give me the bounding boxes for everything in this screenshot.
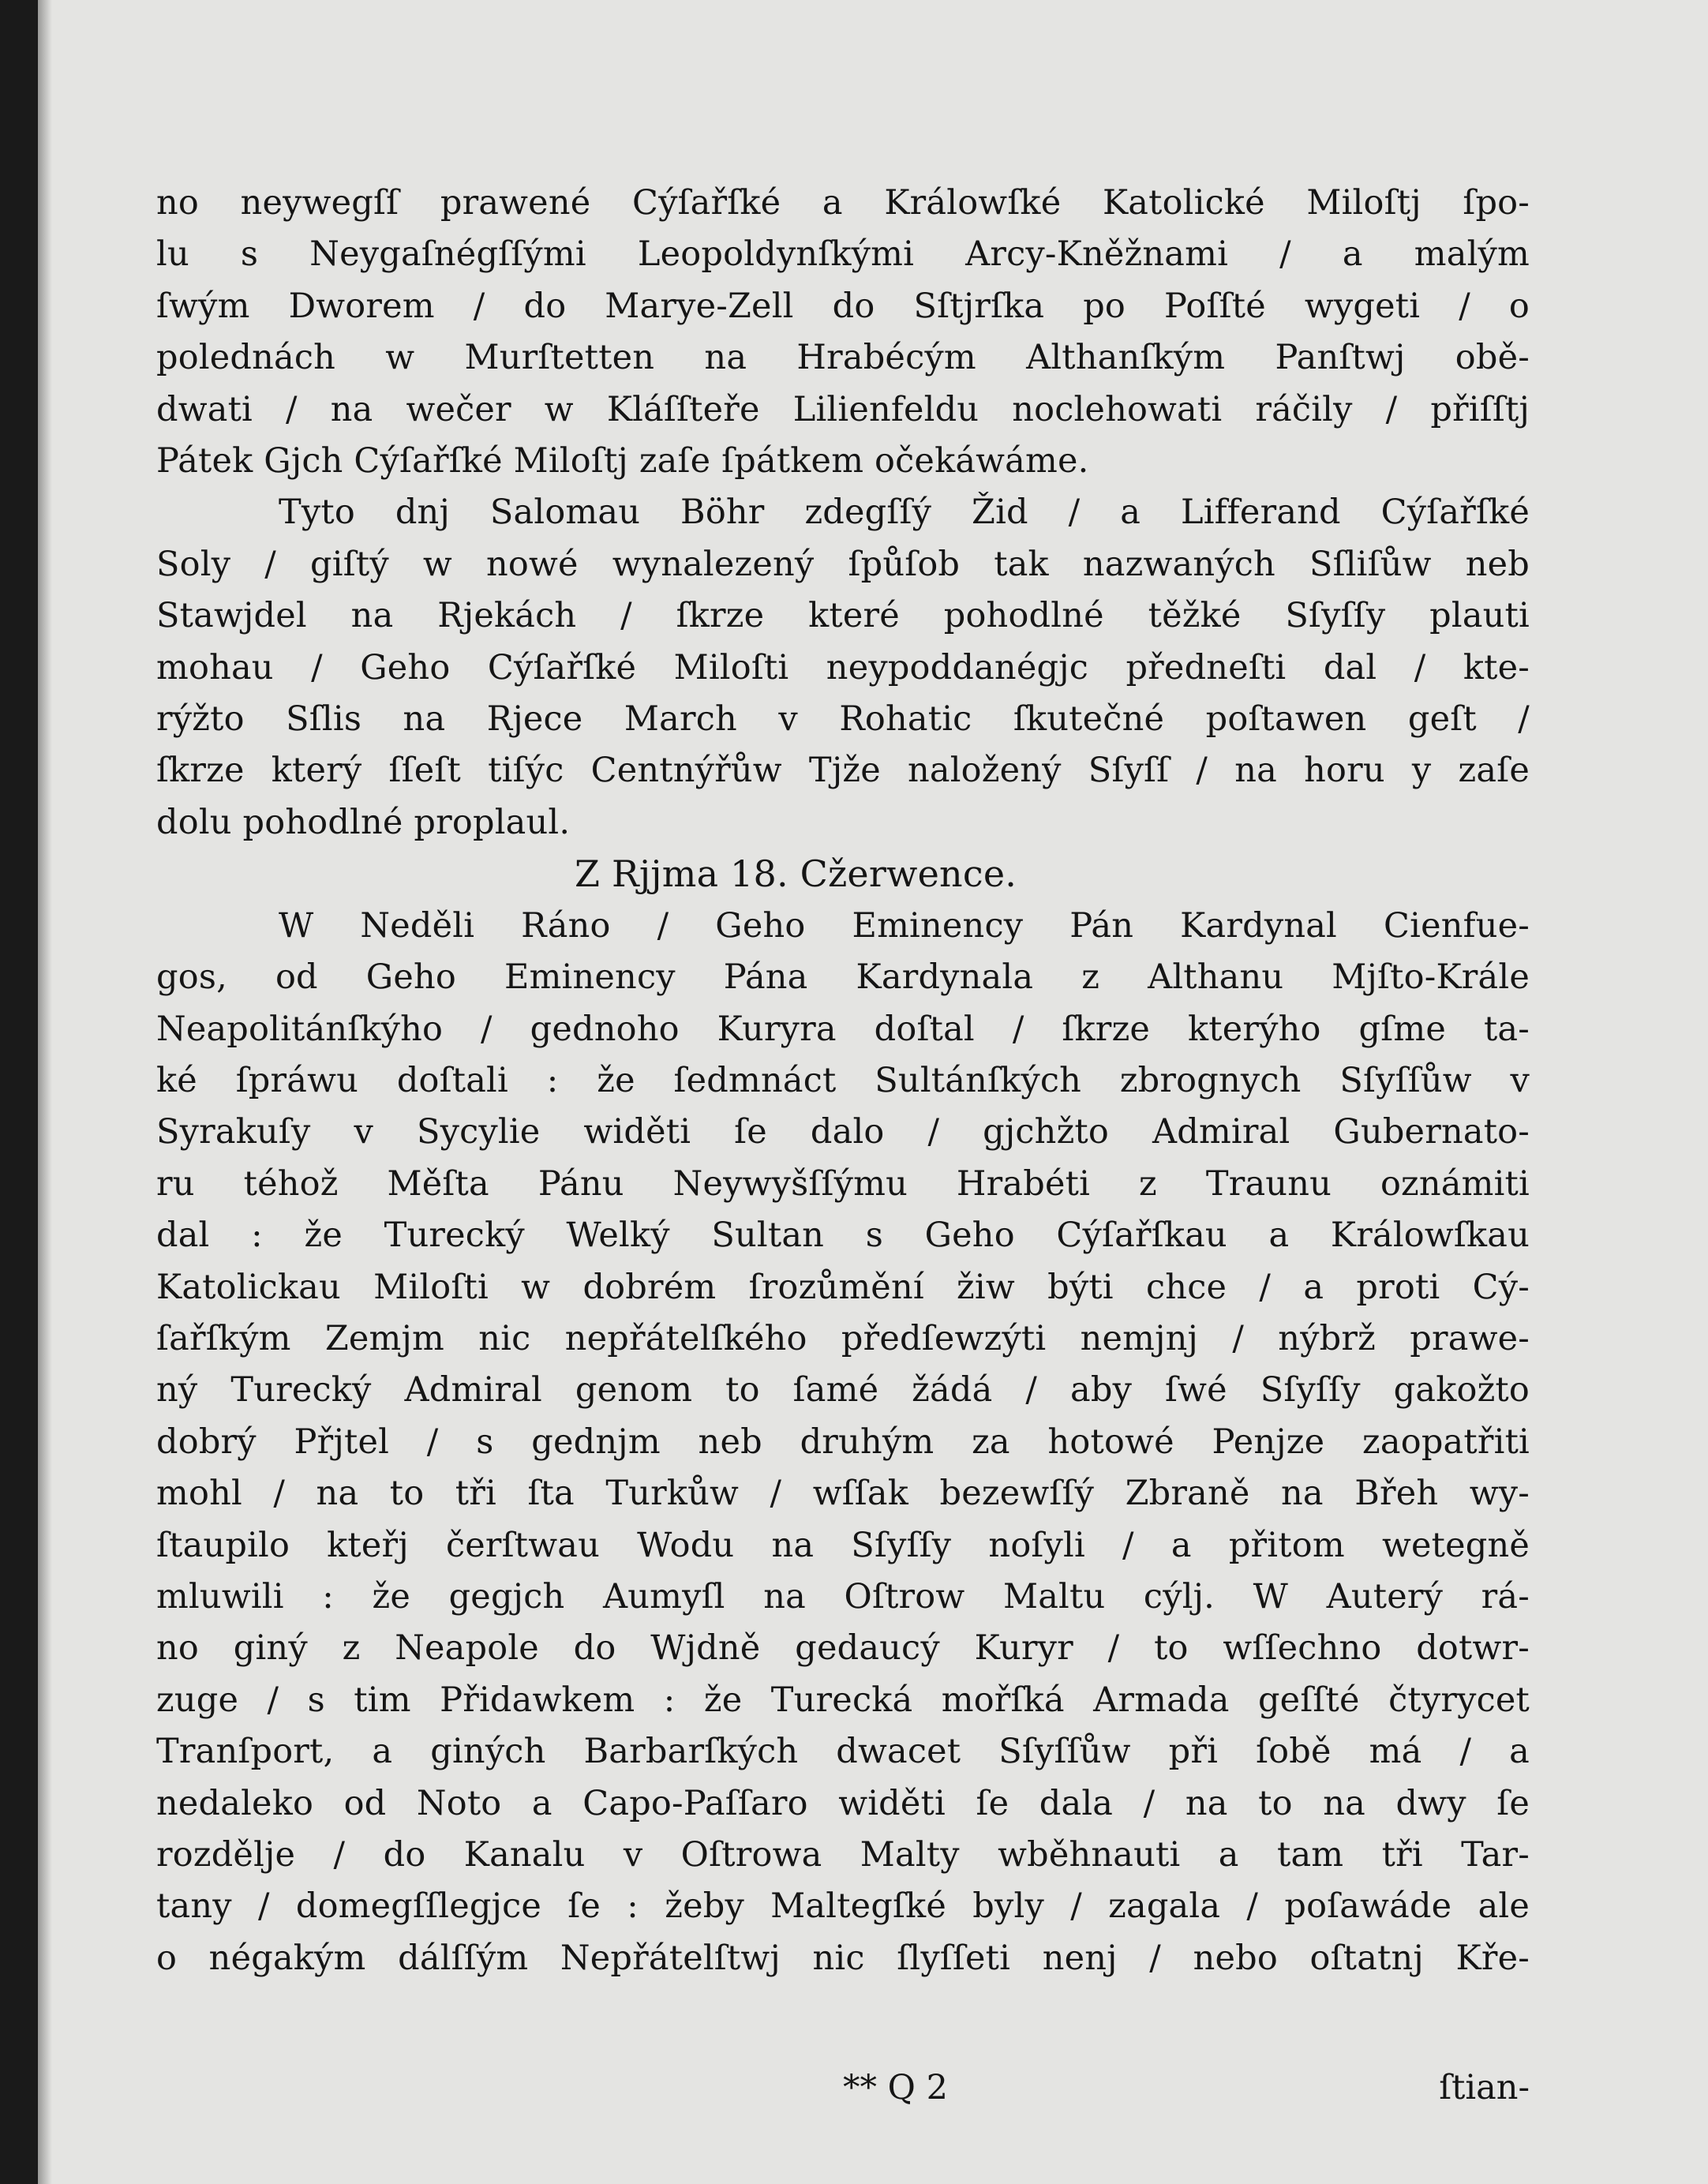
text-line: dal : že Turecký Welký Sultan s Geho Cýſařſkau a Králowſkau — [156, 1216, 1530, 1256]
document-page — [38, 0, 1708, 2184]
text-line: W Neděli Ráno / Geho Eminency Pán Kardynal Cienfue- — [279, 905, 1530, 946]
text-line: nedaleko od Noto a Capo-Paſſaro widěti ſe dala / na to na dwy ſe — [156, 1783, 1530, 1823]
signature-mark: ** Q 2 — [843, 2068, 948, 2107]
binding-shadow — [38, 0, 52, 2184]
text-line: rozdělje / do Kanalu v Oſtrowa Malty wběhnauti a tam tři Tar- — [156, 1835, 1530, 1875]
text-line: gos, od Geho Eminency Pána Kardynala z Althanu Mjſto-Krále — [156, 957, 1530, 998]
text-line: dolu pohodlné proplaul. — [156, 802, 571, 842]
text-line: no giný z Neapole do Wjdně gedaucý Kuryr / to wſſechno dotwr- — [156, 1628, 1530, 1669]
page-footer — [156, 2068, 1530, 2123]
text-line: zuge / s tim Přidawkem : že Turecká mořſká Armada geſſté čtyrycet — [156, 1680, 1530, 1720]
text-line: Syrakuſy v Sycylie widěti ſe dalo / gjchžto Admiral Gubernato- — [156, 1112, 1530, 1152]
text-line: dwati / na wečer w Kláſſteře Lilienfeldu noclehowati ráčily / přiſſtj — [156, 389, 1530, 429]
catchword: ſtian- — [1439, 2068, 1530, 2107]
text-line: ſtaupilo kteřj čerſtwau Wodu na Sſyſſy noſyli / a přitom wetegně — [156, 1525, 1530, 1565]
text-line: no neywegſſ prawené Cýſařſké a Králowſké Katolické Miloſtj ſpo- — [156, 183, 1530, 223]
section-heading: Z Rjjma 18. Cžerwence. — [575, 852, 1017, 896]
text-line: Katolickau Miloſti w dobrém ſrozůmění žiw býti chce / a proti Cý- — [156, 1267, 1530, 1307]
text-line: Tyto dnj Salomau Böhr zdegſſý Žid / a Lifferand Cýſařſké — [279, 493, 1530, 533]
text-line: polednách w Murſtetten na Hrabécým Althanſkým Panſtwj obě- — [156, 338, 1530, 378]
text-line: ný Turecký Admiral genom to ſamé žádá / aby ſwé Sſyſſy gakožto — [156, 1370, 1530, 1410]
text-line: ru téhož Měſta Pánu Neywyšſſýmu Hrabéti z Traunu oznámiti — [156, 1163, 1530, 1204]
text-line: mohl / na to tři ſta Turkůw / wſſak bezewſſý Zbraně na Břeh wy- — [156, 1474, 1530, 1514]
text-line: ſwým Dworem / do Marye-Zell do Sſtjrſka po Poſſté wygeti / o — [156, 286, 1530, 326]
text-line: o négakým dálſſým Nepřátelſtwj nic ſlyſſeti nenj / nebo oſtatnj Kře- — [156, 1938, 1530, 1978]
text-line: lu s Neygaſnégſſými Leopoldynſkými Arcy-Kněžnami / a malým — [156, 234, 1530, 275]
text-line: rýžto Sſlis na Rjece March v Rohatic ſkutečné poſtawen geſt / — [156, 699, 1530, 740]
text-line: ſkrze který ſſeſt tiſýc Centnýřůw Tjže naložený Sſyſſ / na horu y zaſe — [156, 751, 1530, 791]
text-line: Tranſport, a giných Barbarſkých dwacet Sſyſſůw při ſobě má / a — [156, 1732, 1530, 1772]
text-line: ké ſpráwu doſtali : že ſedmnáct Sultánſkých zbrognych Sſyſſůw v — [156, 1060, 1530, 1100]
text-line: Stawjdel na Rjekách / ſkrze které pohodlné těžké Sſyſſy plauti — [156, 596, 1530, 636]
text-line: Pátek Gjch Cýſařſké Miloſtj zaſe ſpátkem očekáwáme. — [156, 441, 1089, 481]
text-line: tany / domegſſlegjce ſe : žeby Maltegſké byly / zagala / poſawáde ale — [156, 1886, 1530, 1927]
text-block — [156, 178, 1530, 1984]
paragraph-3 — [156, 901, 1530, 1985]
paragraph-1 — [156, 178, 1530, 487]
text-line: Soly / giſtý w nowé wynalezený ſpůſob tak nazwaných Sſliſůw neb — [156, 544, 1530, 584]
text-line: mohau / Geho Cýſařſké Miloſti neypoddanégjc předneſti dal / kte- — [156, 647, 1530, 687]
text-line: mluwili : že gegjch Aumyſl na Oſtrow Maltu cýlj. W Auterý rá- — [156, 1576, 1530, 1616]
paragraph-2 — [156, 487, 1530, 849]
text-line: Neapolitánſkýho / gednoho Kuryra doſtal / ſkrze kterýho gſme ta- — [156, 1009, 1530, 1049]
text-line: ſařſkým Zemjm nic nepřátelſkého předſewzýti nemjnj / nýbrž prawe- — [156, 1318, 1530, 1358]
text-line: dobrý Přjtel / s gednjm neb druhým za hotowé Penjze zaopatřiti — [156, 1422, 1530, 1462]
